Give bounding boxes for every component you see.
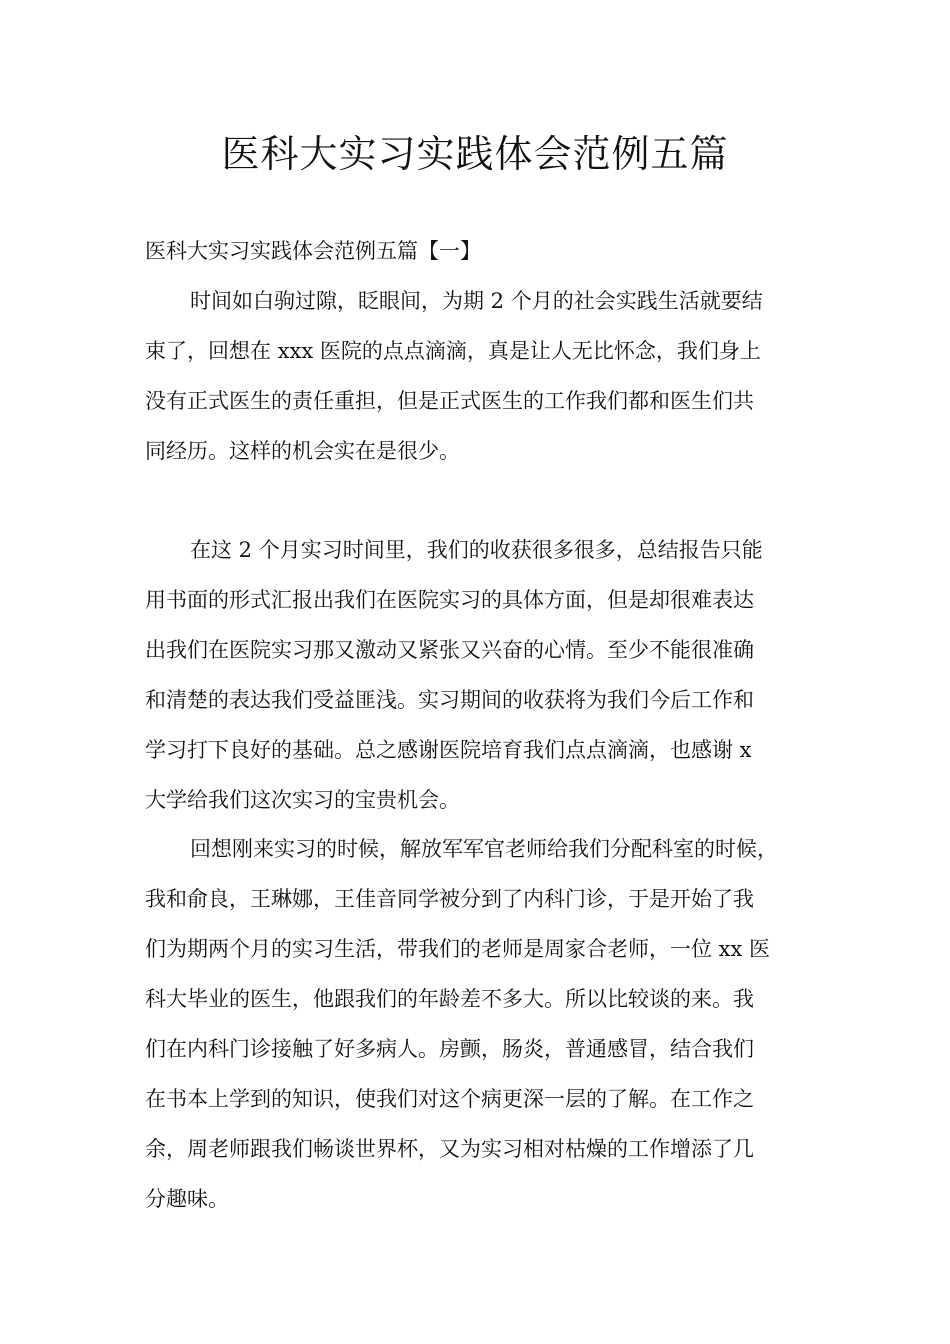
section-heading: 医科大实习实践体会范例五篇【一】 bbox=[145, 239, 481, 263]
paragraph-line: 们在内科门诊接触了好多病人。房颤，肠炎，普通感冒，结合我们 bbox=[145, 1037, 754, 1061]
paragraph-line: 在书本上学到的知识，使我们对这个病更深一层的了解。在工作之 bbox=[145, 1087, 754, 1111]
paragraph-line: 余，周老师跟我们畅谈世界杯，又为实习相对枯燥的工作增添了几 bbox=[145, 1137, 754, 1161]
paragraph-line: 束了，回想在 xxx 医院的点点滴滴，真是让人无比怀念，我们身上 bbox=[145, 339, 761, 363]
paragraph-line: 和清楚的表达我们受益匪浅。实习期间的收获将为我们今后工作和 bbox=[145, 688, 754, 712]
paragraph-line: 在这 2 个月实习时间里，我们的收获很多很多，总结报告只能 bbox=[190, 538, 763, 562]
paragraph-3 bbox=[145, 824, 805, 1224]
paragraph-1 bbox=[145, 276, 805, 476]
paragraph-line: 出我们在医院实习那又激动又紧张又兴奋的心情。至少不能很准确 bbox=[145, 638, 754, 662]
paragraph-2 bbox=[145, 525, 805, 825]
paragraph-line: 没有正式医生的责任重担，但是正式医生的工作我们都和医生们共 bbox=[145, 389, 754, 413]
paragraph-line: 时间如白驹过隙，眨眼间，为期 2 个月的社会实践生活就要结 bbox=[190, 289, 763, 313]
document-title: 医科大实习实践体会范例五篇 bbox=[221, 132, 729, 176]
paragraph-line: 大学给我们这次实习的宝贵机会。 bbox=[145, 788, 460, 812]
paragraph-line: 我和俞良，王琳娜，王佳音同学被分到了内科门诊，于是开始了我 bbox=[145, 887, 754, 911]
paragraph-line: 们为期两个月的实习生活，带我们的老师是周家合老师，一位 xx 医 bbox=[145, 937, 771, 961]
paragraph-line: 用书面的形式汇报出我们在医院实习的具体方面，但是却很难表达 bbox=[145, 588, 754, 612]
paragraph-line: 分趣味。 bbox=[145, 1187, 229, 1211]
paragraph-line: 学习打下良好的基础。总之感谢医院培育我们点点滴滴，也感谢 x bbox=[145, 738, 752, 762]
paragraph-line: 同经历。这样的机会实在是很少。 bbox=[145, 439, 460, 463]
paragraph-line: 科大毕业的医生，他跟我们的年龄差不多大。所以比较谈的来。我 bbox=[145, 987, 754, 1011]
paragraph-line: 回想刚来实习的时候，解放军军官老师给我们分配科室的时候， bbox=[190, 837, 778, 861]
